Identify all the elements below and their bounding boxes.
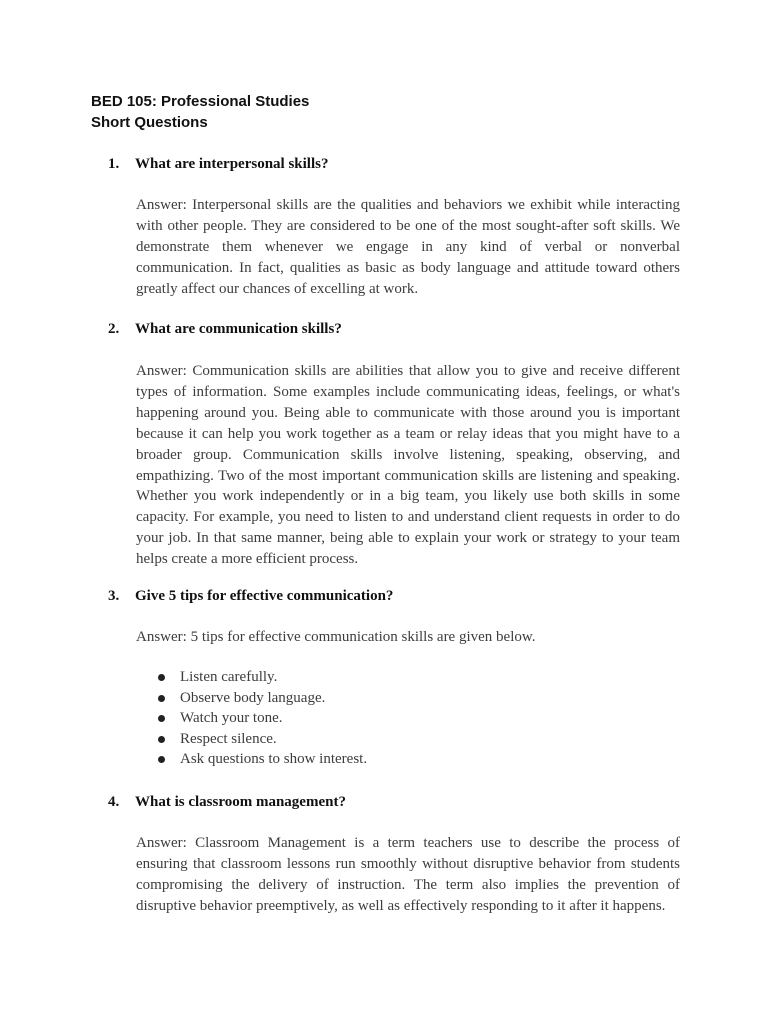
- question-text: What are interpersonal skills?: [135, 156, 329, 172]
- list-item: [158, 667, 367, 688]
- tip-text: Listen carefully.: [180, 669, 278, 685]
- tip-text: Respect silence.: [180, 730, 277, 747]
- bullet-icon: [158, 736, 165, 743]
- bullet-icon: [158, 695, 165, 702]
- page-subtitle: Short Questions: [91, 114, 208, 131]
- tips-list: [158, 667, 367, 770]
- course-title: BED 105: Professional Studies: [91, 93, 310, 110]
- list-item: [158, 688, 367, 709]
- answer-3: Answer: 5 tips for effective communication skills are given below.: [136, 629, 536, 645]
- question-text: What are communication skills?: [135, 321, 342, 337]
- tip-text: Observe body language.: [180, 689, 326, 706]
- question-1: [108, 155, 328, 173]
- question-number: 3.: [108, 588, 120, 604]
- list-item: [158, 708, 367, 729]
- bullet-icon: [158, 756, 165, 763]
- question-number: 1.: [108, 156, 120, 172]
- tip-text: Ask questions to show interest.: [180, 751, 368, 768]
- question-2: [108, 320, 342, 338]
- question-number: 2.: [108, 321, 120, 337]
- question-text: Give 5 tips for effective communication?: [135, 588, 394, 604]
- answer-4: Answer: Classroom Management is a term teachers use to describe the process of ensuring that classroom lessons run smoothly without disruptive behavior from students compromising the delivery of instruction. The term also implies the prevention of disruptive behavior preemptively, as well as effectively responding to it after it happens.: [136, 835, 680, 914]
- question-4: [108, 793, 346, 811]
- bullet-icon: [158, 674, 165, 681]
- question-number: 4.: [108, 794, 120, 810]
- question-text: What is classroom management?: [135, 794, 346, 810]
- list-item: [158, 749, 367, 770]
- question-3: [108, 587, 393, 605]
- answer-2: Answer: Communication skills are abilities that allow you to give and receive different types of information. Some examples include communicating ideas, feelings, or what's happening around you. Being able to communicate with those around you is important because it can help you work together as a team or relay ideas that you might have to a broader group. Communication skills involve listening, speaking, observing, and empathizing. Two of the most important communication skills are listening and speaking. Whether you work independently or in a big team, you likely use both skills in some capacity. For example, you need to listen to and understand client requests in order to do your job. In that same manner, being able to explain your work or strategy to your team helps create a more efficient process.: [136, 363, 680, 568]
- answer-1: Answer: Interpersonal skills are the qualities and behaviors we exhibit while interacting with other people. They are considered to be one of the most sought-after soft skills. We demonstrate them whenever we engage in any kind of verbal or nonverbal communication. In fact, qualities as basic as body language and attitude toward others greatly affect our chances of excelling at work.: [136, 197, 680, 297]
- tip-text: Watch your tone.: [180, 710, 283, 727]
- bullet-icon: [158, 715, 165, 722]
- list-item: [158, 729, 367, 750]
